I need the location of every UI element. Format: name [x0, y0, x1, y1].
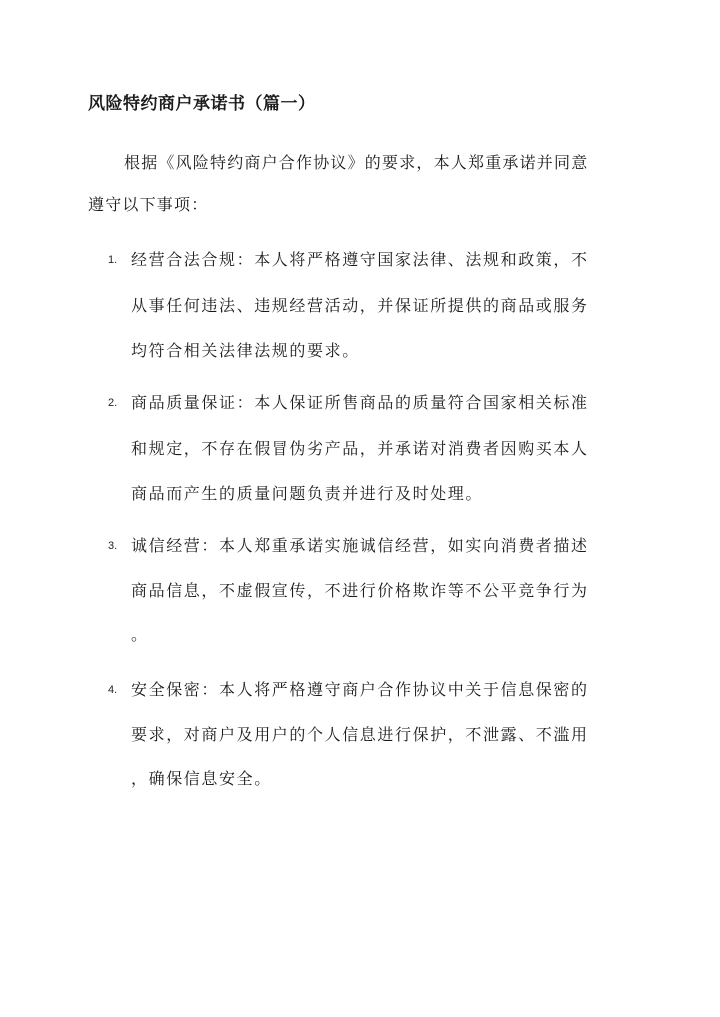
list-item-line: 从事任何违法、违规经营活动，并保证所提供的商品或服务 — [131, 296, 589, 315]
list-item-number: 4. — [108, 684, 118, 696]
list-item-number: 1. — [108, 254, 118, 266]
list-item-line: 均符合相关法律法规的要求。 — [131, 341, 360, 360]
list-item-line: 诚信经营：本人郑重承诺实施诚信经营，如实向消费者描述 — [131, 536, 589, 555]
document-title: 风险特约商户承诺书（篇一） — [88, 94, 316, 114]
intro-line: 根据《风险特约商户合作协议》的要求，本人郑重承诺并同意 — [124, 153, 589, 172]
intro-line: 遵守以下事项： — [88, 195, 209, 214]
list-item-line: 商品而产生的质量问题负责并进行及时处理。 — [131, 484, 484, 503]
list-item-line: 。 — [131, 625, 149, 644]
list-item-line: 要求，对商户及用户的个人信息进行保护，不泄露、不滥用 — [131, 725, 589, 744]
list-item-line: 商品质量保证：本人保证所售商品的质量符合国家相关标准 — [131, 393, 589, 412]
list-item-line: 经营合法合规：本人将严格遵守国家法律、法规和政策，不 — [131, 250, 589, 269]
list-item-line: 安全保密：本人将严格遵守商户合作协议中关于信息保密的 — [131, 680, 589, 699]
list-item-number: 2. — [108, 397, 118, 409]
list-item-line: 商品信息，不虚假宣传，不进行价格欺诈等不公平竞争行为 — [131, 581, 589, 600]
list-item-line: 和规定，不存在假冒伪劣产品，并承诺对消费者因购买本人 — [131, 439, 589, 458]
list-item-number: 3. — [108, 540, 118, 552]
list-item-line: ，确保信息安全。 — [131, 769, 272, 788]
